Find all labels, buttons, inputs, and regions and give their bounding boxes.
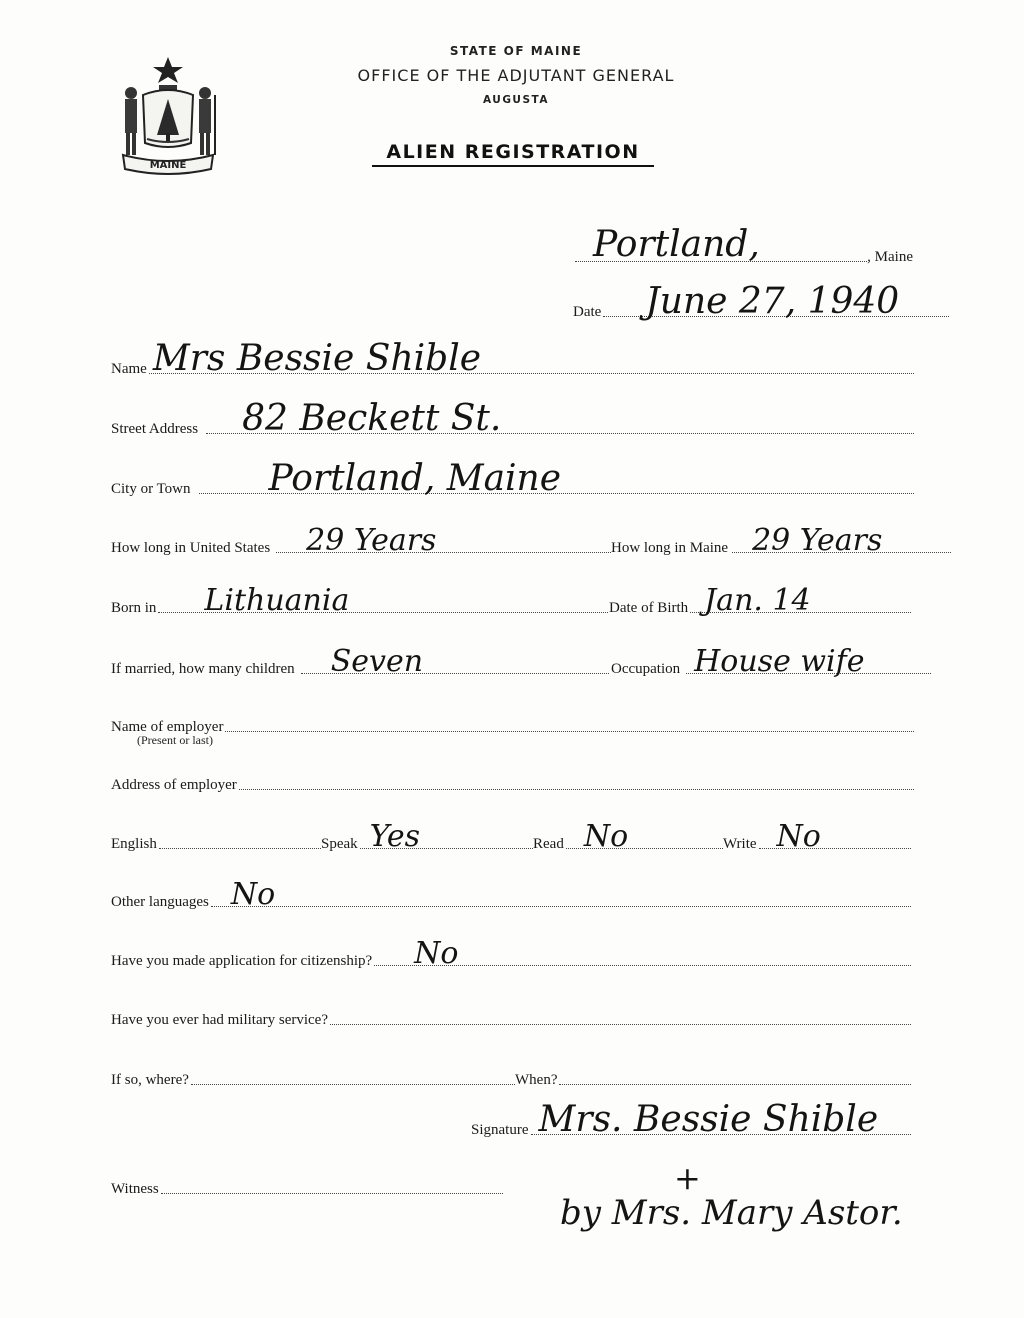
occupation-value: House wife [694,644,865,679]
date-of-birth-label: Date of Birth [609,600,689,616]
street-address-label: Street Address [111,421,199,437]
service-where-field[interactable] [111,1067,515,1089]
english-field [111,831,321,853]
signature-field[interactable] [471,1099,911,1140]
military-service-label: Have you ever had military service? [111,1012,328,1028]
citizenship-label: Have you made application for citizenship? [111,953,373,969]
employer-name-label: Name of employer [111,719,224,735]
name-field[interactable] [111,338,914,379]
citizenship-value: No [414,936,459,971]
write-value: No [776,819,821,854]
place-value: Portland, [593,224,760,265]
service-where-label: If so, where? [111,1072,189,1088]
name-value: Mrs Bessie Shible [152,338,482,379]
children-value: Seven [330,644,424,679]
city-town-label: City or Town [111,481,191,497]
read-label: Read [533,836,564,852]
date-label: Date [573,304,602,320]
other-languages-value: No [230,877,276,912]
children-field[interactable] [111,644,609,679]
signature-cross-mark: + [674,1159,701,1197]
street-address-field[interactable] [111,398,914,439]
maine-duration-label: How long in Maine [611,540,729,556]
seal-banner-text: MAINE [149,160,187,171]
born-in-label: Born in [111,600,157,616]
employer-address-field[interactable] [111,772,914,794]
header-office: OFFICE OF THE ADJUTANT GENERAL [357,66,675,85]
us-duration-label: How long in United States [111,540,271,556]
city-town-value: Portland, Maine [268,458,562,499]
name-label: Name [111,361,147,377]
employer-address-label: Address of employer [111,777,237,793]
citizenship-field[interactable] [111,936,911,971]
occupation-label: Occupation [611,661,681,677]
english-label: English [111,836,157,852]
speak-value: Yes [369,819,421,854]
witness-field[interactable] [111,1176,503,1198]
date-of-birth-value: Jan. 14 [704,583,811,618]
city-town-field[interactable] [111,458,914,499]
service-when-field[interactable] [515,1067,911,1089]
witness-label: Witness [111,1181,159,1197]
employer-name-field[interactable] [111,714,914,736]
write-label: Write [723,836,757,852]
date-of-birth-field[interactable] [609,583,911,618]
place-suffix: , Maine [867,249,913,265]
other-languages-field[interactable] [111,877,911,912]
street-address-value: 82 Beckett St. [242,398,502,439]
other-languages-label: Other languages [111,894,209,910]
maine-state-seal-icon [115,55,221,177]
us-duration-value: 29 Years [306,523,437,558]
born-in-value: Lithuania [204,583,350,618]
maine-duration-value: 29 Years [752,523,883,558]
witness-by-line: by Mrs. Mary Astor. [560,1193,903,1233]
date-value: June 27, 1940 [645,281,900,322]
military-service-field[interactable] [111,1007,911,1029]
read-field[interactable] [533,819,723,854]
date-field[interactable] [573,281,949,322]
service-when-label: When? [515,1072,558,1088]
write-field[interactable] [723,819,911,854]
form-title: ALIEN REGISTRATION [372,141,654,167]
employer-sublabel: (Present or last) [137,733,213,747]
us-duration-field[interactable] [111,523,611,558]
signature-label: Signature [471,1122,529,1138]
children-label: If married, how many children [111,661,295,677]
occupation-field[interactable] [611,644,931,679]
header-city: AUGUSTA [482,94,549,106]
read-value: No [583,819,629,854]
place-field[interactable] [575,224,915,266]
signature-value: Mrs. Bessie Shible [538,1099,879,1140]
speak-label: Speak [321,836,358,852]
header-state: STATE OF MAINE [449,44,583,58]
born-in-field[interactable] [111,583,608,618]
speak-field[interactable] [321,819,533,854]
maine-duration-field[interactable] [611,523,951,558]
